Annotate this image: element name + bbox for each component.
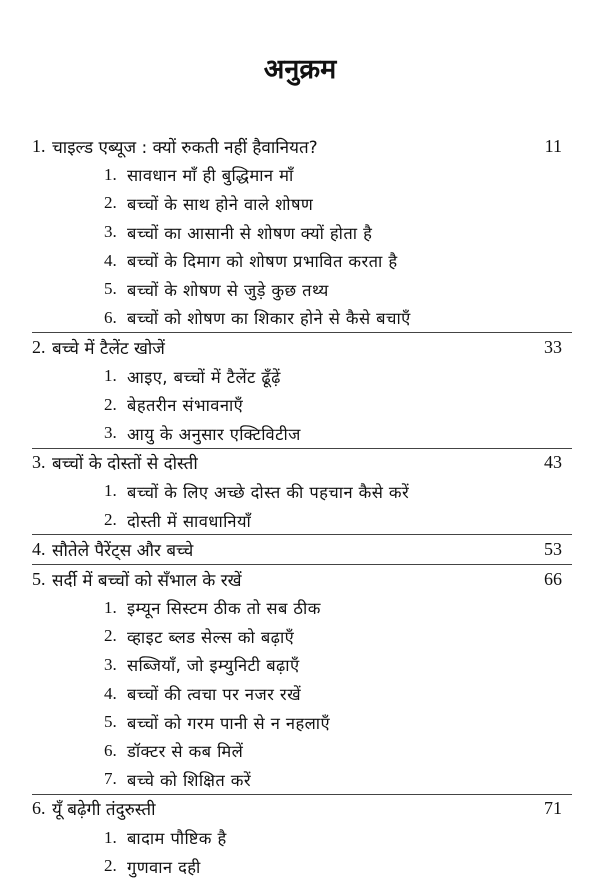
subsection-title: आइए, बच्चों में टैलेंट ढूँढ़ें bbox=[127, 367, 281, 387]
chapter-title: बच्चे में टैलेंट खोजें bbox=[52, 338, 165, 359]
subsection-row[interactable] bbox=[32, 594, 572, 623]
chapter-title: सौतेले पैरेंट्स और बच्चे bbox=[52, 541, 194, 562]
subsection-number: 6. bbox=[104, 740, 117, 760]
chapter-number: 4. bbox=[32, 539, 46, 560]
subsection-row[interactable] bbox=[32, 622, 572, 651]
subsection-title: बच्चों की त्वचा पर नजर रखें bbox=[127, 685, 301, 705]
subsection-title: बच्चों के लिए अच्छे दोस्त की पहचान कैसे करें bbox=[127, 482, 410, 502]
subsection-row[interactable] bbox=[32, 218, 572, 247]
subsection-title: बच्चों का आसानी से शोषण क्यों होता है bbox=[127, 223, 373, 243]
subsection-title: बादाम पौष्टिक है bbox=[127, 829, 227, 849]
subsection-row[interactable] bbox=[32, 506, 572, 535]
chapter-number: 5. bbox=[32, 568, 46, 589]
chapter-title: चाइल्ड एब्यूज : क्यों रुकती नहीं हैवानियत? bbox=[52, 137, 318, 158]
subsection-number: 3. bbox=[104, 222, 117, 242]
subsection-number: 3. bbox=[104, 423, 117, 443]
chapter-row[interactable] bbox=[32, 534, 572, 564]
subsection-number: 1. bbox=[104, 164, 117, 184]
subsection-number: 2. bbox=[104, 510, 117, 530]
chapter-page-number: 11 bbox=[544, 135, 562, 156]
subsection-title: डॉक्टर से कब मिलें bbox=[127, 742, 244, 762]
subsection-number: 2. bbox=[104, 394, 117, 414]
subsection-title: व्हाइट ब्लड सेल्स को बढ़ाएँ bbox=[127, 627, 295, 647]
subsection-row[interactable] bbox=[32, 708, 572, 737]
subsection-number: 4. bbox=[104, 250, 117, 270]
chapter-number: 6. bbox=[32, 798, 46, 819]
subsection-title: इम्यून सिस्टम ठीक तो सब ठीक bbox=[127, 599, 321, 619]
subsection-title: दोस्ती में सावधानियाँ bbox=[127, 511, 252, 531]
subsection-number: 4. bbox=[104, 683, 117, 703]
subsection-title: बेहतरीन संभावनाएँ bbox=[127, 396, 244, 416]
subsection-title: बच्चे को शिक्षित करें bbox=[127, 770, 252, 790]
chapter-number: 3. bbox=[32, 452, 46, 473]
chapter-page-number: 66 bbox=[544, 568, 562, 589]
subsection-number: 5. bbox=[104, 279, 117, 299]
chapter-title: यूँ बढ़ेगी तंदुरुस्ती bbox=[52, 800, 156, 821]
table-of-contents bbox=[32, 132, 572, 880]
chapter-row[interactable] bbox=[32, 132, 572, 161]
subsection-number: 3. bbox=[104, 654, 117, 674]
subsection-number: 7. bbox=[104, 769, 117, 789]
subsection-row[interactable] bbox=[32, 304, 572, 333]
chapter-row[interactable] bbox=[32, 794, 572, 824]
subsection-title: बच्चों के दिमाग को शोषण प्रभावित करता है bbox=[127, 252, 398, 272]
subsection-number: 1. bbox=[104, 827, 117, 847]
subsection-row[interactable] bbox=[32, 419, 572, 448]
subsection-row[interactable] bbox=[32, 651, 572, 680]
subsection-row[interactable] bbox=[32, 823, 572, 852]
subsection-title: गुणवान दही bbox=[127, 857, 201, 877]
subsection-row[interactable] bbox=[32, 275, 572, 304]
subsection-title: सब्जियाँ, जो इम्युनिटी बढ़ाएँ bbox=[127, 656, 300, 676]
subsection-title: बच्चों के शोषण से जुड़े कुछ तथ्य bbox=[127, 280, 329, 300]
subsection-number: 2. bbox=[104, 856, 117, 876]
subsection-row[interactable] bbox=[32, 736, 572, 765]
subsection-title: बच्चों के साथ होने वाले शोषण bbox=[127, 194, 314, 214]
chapter-page-number: 71 bbox=[544, 798, 562, 819]
subsection-row[interactable] bbox=[32, 477, 572, 506]
chapter-row[interactable] bbox=[32, 448, 572, 478]
subsection-title: बच्चों को गरम पानी से न नहलाएँ bbox=[127, 713, 331, 733]
subsection-number: 6. bbox=[104, 307, 117, 327]
subsection-number: 1. bbox=[104, 366, 117, 386]
subsection-number: 2. bbox=[104, 626, 117, 646]
chapter-page-number: 43 bbox=[544, 452, 562, 473]
subsection-row[interactable] bbox=[32, 852, 572, 881]
subsection-row[interactable] bbox=[32, 390, 572, 419]
subsection-row[interactable] bbox=[32, 189, 572, 218]
chapter-row[interactable] bbox=[32, 564, 572, 594]
subsection-row[interactable] bbox=[32, 362, 572, 391]
subsection-title: आयु के अनुसार एक्टिविटीज bbox=[127, 424, 301, 444]
subsection-number: 1. bbox=[104, 597, 117, 617]
subsection-row[interactable] bbox=[32, 246, 572, 275]
subsection-row[interactable] bbox=[32, 765, 572, 794]
subsection-number: 1. bbox=[104, 481, 117, 501]
chapter-number: 2. bbox=[32, 336, 46, 357]
subsection-row[interactable] bbox=[32, 161, 572, 190]
subsection-number: 5. bbox=[104, 712, 117, 732]
chapter-row[interactable] bbox=[32, 332, 572, 362]
chapter-title: बच्चों के दोस्तों से दोस्ती bbox=[52, 454, 198, 475]
subsection-title: सावधान माँ ही बुद्धिमान माँ bbox=[127, 166, 294, 186]
subsection-row[interactable] bbox=[32, 679, 572, 708]
chapter-number: 1. bbox=[32, 135, 46, 156]
subsection-title: बच्चों को शोषण का शिकार होने से कैसे बचाएँ bbox=[127, 309, 411, 329]
chapter-page-number: 33 bbox=[544, 336, 562, 357]
chapter-page-number: 53 bbox=[544, 539, 562, 560]
subsection-number: 2. bbox=[104, 193, 117, 213]
chapter-title: सर्दी में बच्चों को सँभाल के रखें bbox=[52, 570, 242, 591]
page-title: अनुक्रम bbox=[263, 54, 337, 85]
